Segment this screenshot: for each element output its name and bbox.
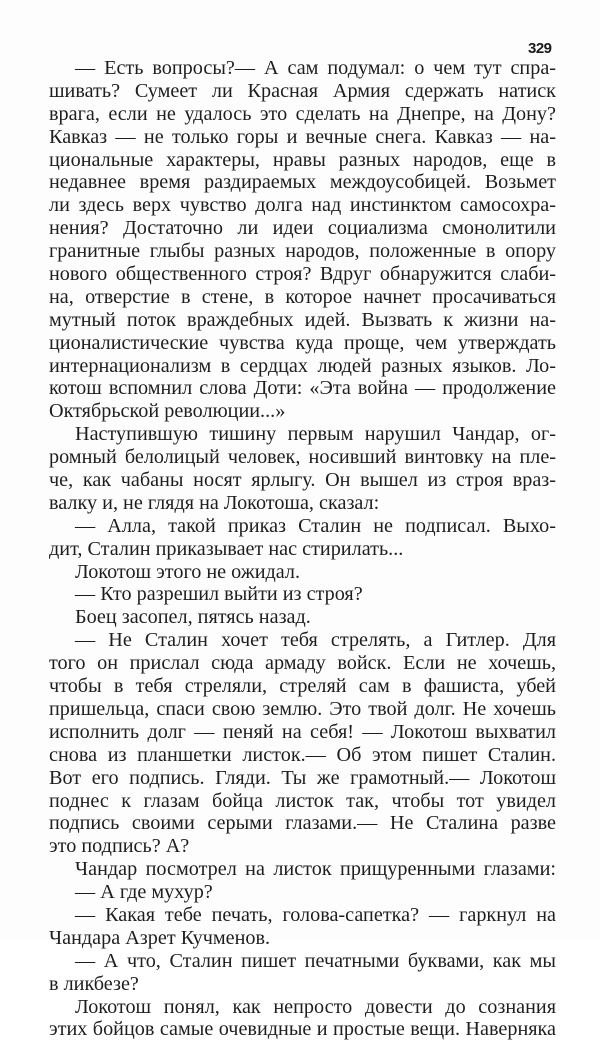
text-line: ли здесь верх чувство долга над инстинктом самосохра- (49, 194, 556, 217)
text-line: — Алла, такой приказ Сталин не подписал. Выхо- (75, 514, 556, 537)
text-line: че, как чабаны носят ярлыгу. Он вышел из строя враз- (49, 469, 556, 492)
text-line: — А что, Сталин пишет печатными буквами, как мы (75, 949, 556, 972)
text-line: гранитные глыбы разных народов, положенные в опору (49, 240, 556, 263)
text-line: Чандар посмотрел на листок прищуренными глазами: (75, 858, 556, 881)
text-line: — Есть вопросы?— А сам подумал: о чем тут спра- (75, 57, 556, 79)
text-line: этих бойцов самые очевидные и простые вещи. Наверняка (49, 1018, 556, 1041)
text-line: в ликбезе? (49, 972, 139, 995)
text-line: Вот его подпись. Гляди. Ты же грамотный.— Локотош (49, 766, 556, 789)
text-line: врага, если не удалось это сделать на Днепре, на Дону? (49, 102, 556, 125)
text-line: Локотош понял, как непросто довести до сознания (75, 995, 556, 1018)
text-line: нения? Достаточно ли идеи социализма смонолитили (49, 217, 556, 240)
text-line: — Не Сталин хочет тебя стрелять, а Гитлер. Для (75, 629, 556, 652)
text-line: снова из планшетки листок.— Об этом пишет Сталин. (49, 743, 556, 766)
text-line: пришельца, спаси свою землю. Это твой долг. Не хочешь (49, 697, 556, 720)
body-text (49, 57, 556, 1041)
text-line: нового общественного строя? Вдруг обнаружится слаби- (49, 263, 556, 286)
text-line: Боец засопел, пятясь назад. (75, 606, 311, 629)
text-line: Чандара Азрет Кучменов. (49, 926, 271, 949)
text-line: валку и, не глядя на Локотоша, сказал: (49, 491, 380, 514)
text-line: циональные характеры, нравы разных народов, еще в (49, 148, 556, 171)
text-line: — А где мухур? (75, 881, 213, 904)
text-line: подпись своими серыми глазами.— Не Сталина разве (49, 812, 556, 835)
text-line: ционалистические чувства куда проще, чем утверждать (49, 331, 556, 354)
text-line: дит, Сталин приказывает нас стирилать... (49, 537, 404, 560)
text-line: того он прислал сюда армаду войск. Если не хочешь, (49, 652, 556, 675)
text-line: Наступившую тишину первым нарушил Чандар, ог- (75, 423, 556, 446)
text-line: Локотош этого не ожидал. (75, 560, 301, 583)
text-line: недавнее время раздираемых междоусобицей. Возьмет (49, 171, 556, 194)
text-line: интернационализм в сердцах людей разных языков. Ло- (49, 354, 556, 377)
text-line: шивать? Сумеет ли Красная Армия сдержать натиск (49, 79, 556, 102)
text-line: — Кто разрешил выйти из строя? (75, 583, 363, 606)
text-line: исполнить долг — пеняй на себя! — Локотош выхватил (49, 720, 556, 743)
text-line: Октябрьской революции...» (49, 400, 286, 423)
text-line: котош вспомнил слова Доти: «Эта война — продолжение (49, 377, 556, 400)
text-line: на, отверстие в стене, в которое начнет просачиваться (49, 285, 556, 308)
text-line: чтобы в тебя стреляли, стреляй сам в фашиста, убей (49, 675, 556, 698)
text-line: Кавказ — не только горы и вечные снега. Кавказ — на- (49, 125, 556, 148)
text-line: поднес к глазам бойца листок так, чтобы тот увидел (49, 789, 556, 812)
text-line: это подпись? А? (49, 835, 190, 858)
text-line: ромный белолицый человек, носивший винтовку на пле- (49, 446, 556, 469)
page-number: 329 (528, 40, 552, 57)
text-line: мутный поток враждебных идей. Вызвать к жизни на- (49, 308, 556, 331)
text-line: — Какая тебе печать, голова-сапетка? — гаркнул на (75, 903, 556, 926)
